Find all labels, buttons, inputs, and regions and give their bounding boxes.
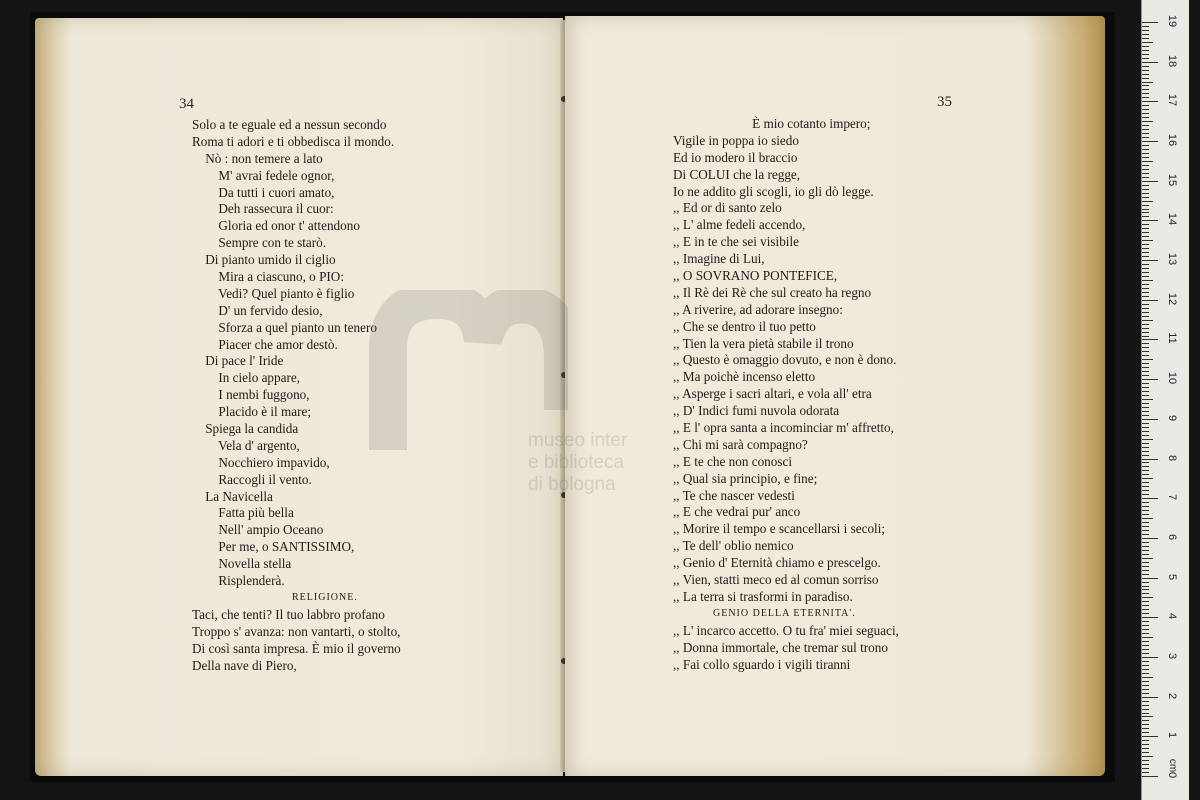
verse-line: Ed io modero il braccio [673,149,798,165]
ruler-tick [1142,419,1158,420]
ruler-tick [1142,459,1158,460]
verse-line: Taci, che tenti? Il tuo labbro profano [192,606,385,622]
ruler-tick [1142,685,1149,686]
ruler-tick [1142,570,1149,571]
ruler-tick [1142,768,1149,769]
ruler-tick [1142,93,1149,94]
verse-line: ,, E te che non conosci [673,453,793,469]
ruler-tick [1142,78,1149,79]
ruler-tick [1142,185,1149,186]
verse-line: Solo a te eguale ed a nessun secondo [192,117,387,132]
watermark-line-1: museo inter [528,430,628,451]
ruler-tick [1142,205,1149,206]
ruler-tick [1142,732,1149,733]
verse-line: Vigile in poppa io siedo [673,132,799,148]
ruler-number: 1 [1166,732,1178,739]
ruler-tick [1142,724,1149,725]
ruler-tick [1142,506,1149,507]
ruler-tick [1142,752,1149,753]
ruler-tick [1142,399,1153,400]
ruler-tick [1142,268,1149,269]
verse-line: In cielo appare, [192,370,301,386]
ruler-number: 8 [1166,454,1178,461]
ruler-tick [1142,383,1149,384]
ruler-tick [1142,530,1149,531]
verse-line: ,, Il Rè dei Rè che sul creato ha regno [673,284,872,300]
ruler-tick [1142,82,1153,83]
ruler-tick [1142,62,1158,63]
watermark-line-3: di bologna [528,474,616,495]
watermark-line-2: e biblioteca [528,452,625,473]
ruler-tick [1142,133,1149,134]
ruler-tick [1142,637,1153,638]
ruler-tick [1142,756,1153,757]
ruler-number: 14 [1166,213,1178,226]
ruler-tick [1142,157,1149,158]
ruler-tick [1142,447,1149,448]
ruler-tick [1142,74,1149,75]
ruler-tick [1142,423,1149,424]
ruler-tick [1142,58,1149,59]
ruler-number: 10 [1166,372,1178,385]
ruler-tick [1142,387,1149,388]
ruler-tick [1142,522,1149,523]
ruler-tick [1142,284,1149,285]
ruler-tick [1142,657,1158,658]
ruler-tick [1142,546,1149,547]
ruler-tick [1142,109,1149,110]
ruler-tick [1142,697,1158,698]
ruler-tick [1142,101,1158,102]
ruler-tick [1142,669,1149,670]
ruler-number: 9 [1166,414,1178,421]
ruler-tick [1142,324,1149,325]
ruler-tick [1142,220,1158,221]
ruler-tick [1142,141,1158,142]
ruler-tick [1142,304,1149,305]
verse-line: Troppo s' avanza: non vantarti, o stolto, [192,623,401,639]
verse-line: D' un fervido desio, [192,302,323,318]
ruler-tick [1142,343,1149,344]
verse-line: ,, Vien, statti meco ed al comun sorriso [673,572,879,588]
ruler-tick [1142,486,1149,487]
ruler-number: 11 [1166,332,1178,345]
ruler-tick [1142,462,1149,463]
ruler-tick [1142,363,1149,364]
ruler-tick [1142,125,1149,126]
ruler-tick [1142,161,1153,162]
ruler-tick [1142,693,1149,694]
ruler-tick [1142,105,1149,106]
verse-line: Sforza a quel pianto un tenero [192,319,377,335]
ruler-tick [1142,145,1149,146]
ruler-number: 2 [1166,692,1178,699]
ruler-tick [1142,165,1149,166]
ruler-number: 18 [1166,54,1178,67]
ruler-tick [1142,288,1149,289]
ruler-tick [1142,478,1153,479]
verse-line: Spiega la candida [192,421,299,437]
ruler-tick [1142,558,1153,559]
ruler-tick [1142,550,1149,551]
ruler-tick [1142,518,1153,519]
ruler-tick [1142,300,1158,301]
ruler-tick [1142,347,1149,348]
verse-line: Mira a ciascuno, o PIO: [192,269,344,285]
verse-line: Di così santa impresa. È mio il governo [192,640,401,656]
speaker-heading: GENIO DELLA ETERNITA'. [713,607,856,619]
ruler-tick [1142,308,1149,309]
ruler-tick [1142,177,1149,178]
ruler-tick [1142,189,1149,190]
ruler-tick [1142,772,1149,773]
ruler-tick [1142,375,1149,376]
ruler-tick [1142,625,1149,626]
ruler-tick [1142,70,1149,71]
verse-line: Vela d' argento, [192,437,300,453]
ruler-tick [1142,613,1149,614]
verse-line: ,, Questo è omaggio dovuto, e non è dono. [673,352,897,368]
ruler-tick [1142,403,1149,404]
verse-line: Roma ti adori e ti obbedisca il mondo. [192,133,395,149]
ruler-tick [1142,201,1153,202]
verse-line: Sempre con te starò. [192,235,327,251]
ruler-tick [1142,586,1149,587]
ruler-tick [1142,121,1153,122]
ruler-tick [1142,411,1149,412]
ruler-tick [1142,633,1149,634]
verse-line: ,, Fai collo sguardo i vigili tiranni [673,656,851,672]
verse-line: ,, Morire il tempo e scancellarsi i secoli; [673,521,886,537]
ruler-tick [1142,526,1149,527]
verse-line: ,, D' Indici fumi nuvola odorata [673,403,840,419]
ruler-tick [1142,554,1149,555]
verse-line: ,, Ma poichè incenso eletto [673,369,816,385]
ruler-number: 12 [1166,292,1178,305]
ruler-tick [1142,280,1153,281]
ruler-tick [1142,593,1149,594]
verse-line: ,, Chi mi sarà compagno? [673,436,808,452]
verse-line: Risplenderà. [192,573,285,589]
ruler-tick [1142,113,1149,114]
ruler-tick [1142,371,1149,372]
verse-line: ,, Te dell' oblio nemico [673,538,794,554]
verse-line: Deh rassecura il cuor: [192,201,334,217]
ruler-tick [1142,332,1149,333]
ruler-tick [1142,514,1149,515]
verse-line: Della nave di Piero, [192,657,297,673]
ruler-tick [1142,681,1149,682]
ruler-tick [1142,617,1158,618]
ruler-tick [1142,482,1149,483]
ruler-tick [1142,645,1149,646]
ruler-tick [1142,720,1149,721]
ruler-tick [1142,46,1149,47]
ruler-tick [1142,240,1153,241]
ruler-tick [1142,328,1149,329]
ruler-tick [1142,435,1149,436]
verse-line: M' avrai fedele ognor, [192,167,335,183]
ruler-tick [1142,316,1149,317]
ruler-tick [1142,351,1149,352]
ruler-tick [1142,709,1149,710]
verse-line: ,, O SOVRANO PONTEFICE, [673,268,838,284]
verse-line: Di pace l' Iride [192,353,284,369]
ruler-tick [1142,216,1149,217]
verse-line: Vedi? Quel pianto è figlio [192,285,355,301]
verse-line: ,, Tien la vera pietà stabile il trono [673,335,854,351]
ruler-tick [1142,272,1149,273]
ruler-tick [1142,443,1149,444]
verse-line: Da tutti i cuori amato, [192,184,335,200]
ruler-number: 13 [1166,252,1178,266]
ruler-tick [1142,764,1149,765]
ruler-tick [1142,228,1149,229]
ruler-tick [1142,609,1149,610]
verse-line: ,, Asperge i sacri altari, e vola all' etra [673,386,872,402]
verse-line: Nell' ampio Oceano [192,522,324,538]
verse-line: Placido è il mare; [192,404,312,420]
verse-line: ,, Qual sia principio, e fine; [673,470,818,486]
ruler-tick [1142,597,1153,598]
ruler-tick [1142,455,1149,456]
ruler-tick [1142,578,1158,579]
ruler-tick [1142,395,1149,396]
ruler-tick [1142,336,1149,337]
ruler-tick [1142,264,1149,265]
ruler-tick [1142,728,1149,729]
ruler-tick [1142,212,1149,213]
ruler-tick [1142,653,1149,654]
ruler-number: 6 [1166,533,1178,540]
ruler-tick [1142,776,1158,777]
verse-line: ,, L' alme fedeli accendo, [673,217,806,233]
ruler-tick [1142,701,1149,702]
ruler-tick [1142,744,1149,745]
verse-line: ,, La terra si trasformi in paradiso. [673,588,853,604]
ruler-tick [1142,470,1149,471]
verse-line: Di pianto umido il ciglio [192,252,336,268]
ruler-tick [1142,542,1149,543]
ruler-tick [1142,117,1149,118]
verse-line: ,, L' incarco accetto. O tu fra' miei seguaci, [673,622,899,638]
ruler-tick [1142,38,1149,39]
verse-line: ,, Imagine di Lui, [673,251,765,267]
verse-line: Gloria ed onor t' attendono [192,218,360,234]
ruler-tick [1142,605,1149,606]
verse-line: ,, Genio d' Eternità chiamo e prescelgo. [673,555,881,571]
ruler-number: 4 [1166,613,1178,620]
ruler-tick [1142,173,1149,174]
ruler-tick [1142,97,1149,98]
ruler-tick [1142,42,1153,43]
ruler-tick [1142,149,1149,150]
ruler-tick [1142,716,1153,717]
ruler-tick [1142,566,1149,567]
ruler-tick [1142,193,1149,194]
ruler-tick [1142,677,1153,678]
verse-line: La Navicella [192,488,273,504]
ruler-tick [1142,574,1149,575]
ruler-tick [1142,736,1158,737]
verse-line: ,, Te che nascer vedesti [673,487,795,503]
ruler-tick [1142,474,1149,475]
ruler-tick [1142,621,1149,622]
verse-line: Nò : non temere a lato [192,150,323,166]
ruler-tick [1142,740,1149,741]
ruler-tick [1142,665,1149,666]
ruler-tick [1142,760,1149,761]
ruler-tick [1142,589,1149,590]
ruler-tick [1142,490,1149,491]
ruler-tick [1142,248,1149,249]
ruler-tick [1142,415,1149,416]
ruler-tick [1142,502,1149,503]
right-page-number: 35 [937,94,952,110]
ruler-tick [1142,705,1149,706]
ruler-tick [1142,510,1149,511]
ruler-number: 16 [1166,133,1178,147]
right-page-text [673,116,899,673]
verse-line: Di COLUI che la regge, [673,166,801,182]
ruler-tick [1142,137,1149,138]
ruler-tick [1142,466,1149,467]
ruler-tick [1142,641,1149,642]
ruler-number: 19 [1166,14,1178,28]
ruler-tick [1142,34,1149,35]
verse-line: ,, A riverire, ad adorare insegno: [673,301,843,317]
ruler-tick [1142,260,1158,261]
verse-line: Raccogli il vento. [192,471,312,487]
ruler-tick [1142,494,1149,495]
verse-line: Novella stella [192,556,292,572]
ruler-tick [1142,232,1149,233]
ruler-tick [1142,713,1149,714]
ruler-tick [1142,252,1149,253]
ruler-tick [1142,439,1153,440]
verse-line: ,, Donna immortale, che tremar sul trono [673,639,888,655]
measurement-ruler [1141,0,1189,800]
ruler-tick [1142,296,1149,297]
verse-line: ,, Che se dentro il tuo petto [673,318,816,334]
ruler-tick [1142,359,1153,360]
ruler-tick [1142,748,1149,749]
ruler-tick [1142,649,1149,650]
ruler-tick [1142,582,1149,583]
ruler-tick [1142,534,1149,535]
ruler-tick [1142,26,1149,27]
ruler-tick [1142,407,1149,408]
ruler-tick [1142,379,1158,380]
verse-line: Fatta più bella [192,505,294,521]
ruler-tick [1142,601,1149,602]
ruler-tick [1142,562,1149,563]
ruler-tick [1142,54,1149,55]
ruler-tick [1142,129,1149,130]
ruler-number: 3 [1166,652,1178,659]
ruler-tick [1142,451,1149,452]
left-page-number: 34 [179,96,194,112]
ruler-tick [1142,292,1149,293]
verse-line: È mio cotanto impero; [673,116,871,131]
ruler-tick [1142,339,1158,340]
ruler-unit-label: cm [1167,758,1179,773]
ruler-tick [1142,629,1149,630]
ruler-tick [1142,498,1158,499]
ruler-tick [1142,367,1149,368]
ruler-tick [1142,355,1149,356]
verse-line: ,, E l' opra santa a incominciar m' affretto, [673,420,894,436]
ruler-tick [1142,224,1149,225]
ruler-number: 5 [1166,573,1178,580]
ruler-tick [1142,169,1149,170]
ruler-tick [1142,689,1149,690]
ruler-number: 15 [1166,173,1178,186]
ruler-tick [1142,153,1149,154]
ruler-tick [1142,320,1153,321]
verse-line: Piacer che amor destò. [192,336,338,352]
ruler-tick [1142,661,1149,662]
ruler-tick [1142,538,1158,539]
ruler-tick [1142,276,1149,277]
verse-line: ,, E che vedrai pur' anco [673,504,801,520]
ruler-number: 7 [1166,494,1178,501]
ruler-tick [1142,427,1149,428]
speaker-heading: RELIGIONE. [292,591,358,603]
ruler-tick [1142,236,1149,237]
verse-line: Per me, o SANTISSIMO, [192,539,355,555]
ruler-number: 0 [1166,771,1178,779]
ruler-tick [1142,197,1149,198]
verse-line: ,, Ed or di santo zelo [673,200,782,216]
ruler-tick [1142,181,1158,182]
verse-line: I nembi fuggono, [192,387,310,403]
ruler-tick [1142,673,1149,674]
ruler-tick [1142,312,1149,313]
verse-line: Nocchiero impavido, [192,454,330,470]
ruler-tick [1142,256,1149,257]
ruler-tick [1142,66,1149,67]
ruler-tick [1142,85,1149,86]
ruler-tick [1142,209,1149,210]
ruler-tick [1142,30,1149,31]
ruler-tick [1142,431,1149,432]
ruler-number: 17 [1166,94,1178,107]
ruler-tick [1142,22,1158,23]
ruler-tick [1142,391,1149,392]
ruler-tick [1142,50,1149,51]
ruler-tick [1142,244,1149,245]
ruler-tick [1142,89,1149,90]
verse-line: Io ne addito gli scogli, io gli dò legge. [673,183,874,199]
museum-watermark [368,290,678,500]
verse-line: ,, E in te che sei visibile [673,234,799,250]
